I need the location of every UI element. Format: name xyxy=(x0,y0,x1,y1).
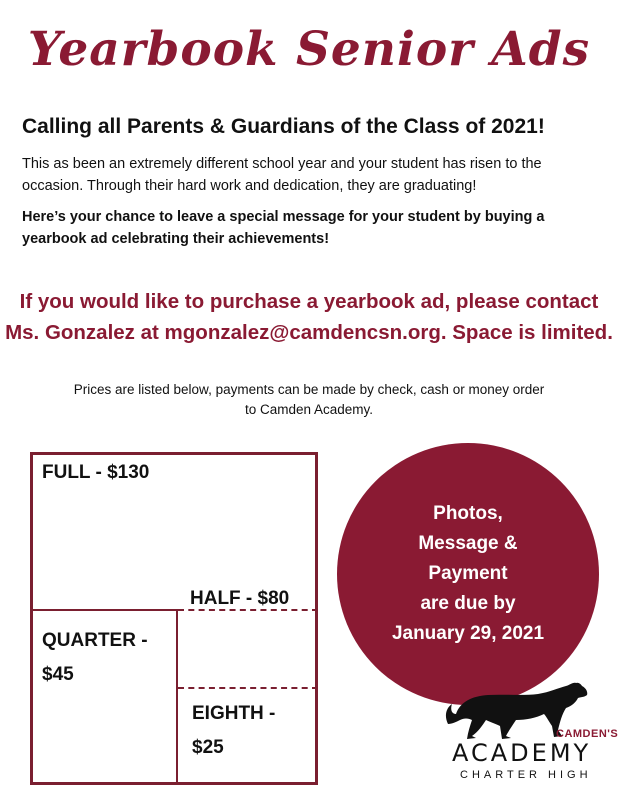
prices-note-line-2: to Camden Academy. xyxy=(244,402,374,417)
half-ad-label: HALF - $80 xyxy=(190,588,290,609)
deadline-text xyxy=(363,499,573,649)
logo-small-text: CAMDEN'S xyxy=(556,728,618,740)
eighth-ad-label-line-2: $25 xyxy=(192,737,224,758)
deadline-line-2: Message & xyxy=(418,533,518,554)
full-ad-label: FULL - $130 xyxy=(42,462,150,483)
deadline-line-4: are due by xyxy=(420,593,516,614)
logo-sub-text: CHARTER HIGH xyxy=(460,769,592,781)
message-paragraph: Here’s your chance to leave a special message for your student by buying a yearbook ad celebrating their achievements! xyxy=(22,209,545,247)
deadline-line-3: Payment xyxy=(428,563,508,584)
eighth-page-divider xyxy=(178,687,318,689)
deadline-line-1: Photos, xyxy=(433,503,503,524)
page-title: Yearbook Senior Ads xyxy=(27,22,591,77)
contact-line-1: If you would like to purchase a yearbook ad, please contact xyxy=(19,290,599,313)
heading: Calling all Parents & Guardians of the Class of 2021! xyxy=(22,115,545,138)
contact-line-2: Ms. Gonzalez at mgonzalez@camdencsn.org. Space is limited. xyxy=(5,321,613,344)
logo-main-text: ACADEMY xyxy=(452,739,592,767)
deadline-circle xyxy=(337,443,599,705)
quarter-ad-label-line-2: $45 xyxy=(42,664,74,685)
eighth-ad-label xyxy=(192,697,275,765)
quarter-ad-label xyxy=(42,624,148,692)
contact-block xyxy=(0,286,618,348)
intro-paragraph: This as been an extremely different school year and your student has risen to the occasion. Through their hard work and dedication, they are graduating! xyxy=(22,156,542,194)
quarter-ad-label-line-1: QUARTER - xyxy=(42,630,148,651)
prices-note-line-1: Prices are listed below, payments can be made by check, cash or money order xyxy=(73,382,545,397)
eighth-ad-label-line-1: EIGHTH - xyxy=(192,703,276,724)
prices-note xyxy=(0,380,618,420)
school-logo xyxy=(438,680,618,792)
deadline-line-5: January 29, 2021 xyxy=(391,623,545,644)
